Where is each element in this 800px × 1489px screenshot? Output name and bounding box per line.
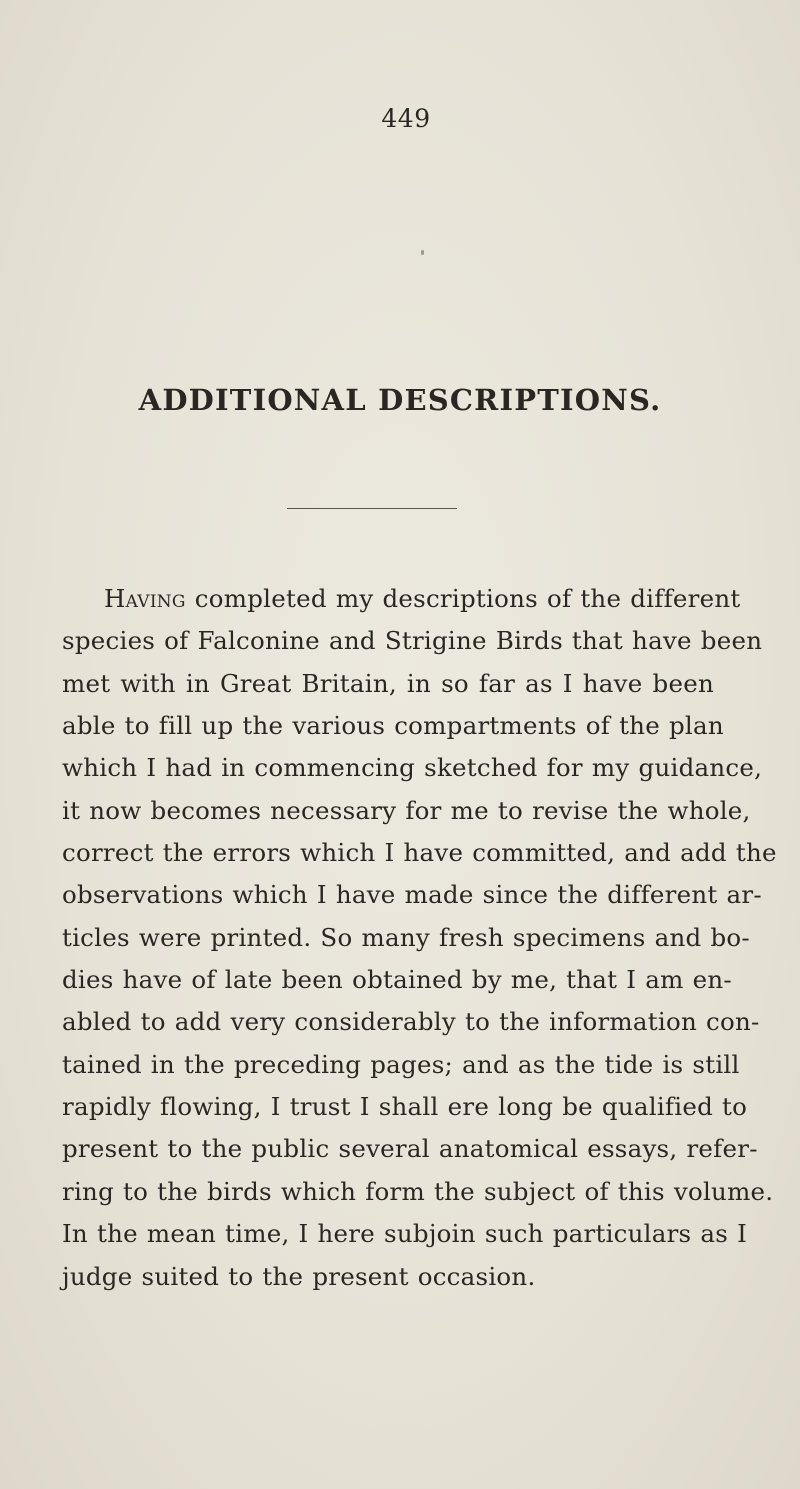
heading-rule bbox=[287, 508, 457, 509]
paragraph-line bbox=[62, 578, 741, 620]
paragraph-line: which I had in commencing sketched for my guidance, bbox=[62, 753, 763, 783]
paragraph-line: rapidly flowing, I trust I shall ere long be qualified to bbox=[62, 1092, 748, 1122]
paragraph-line: tained in the preceding pages; and as the tide is still bbox=[62, 1049, 740, 1079]
paragraph-line: judge suited to the present occasion. bbox=[62, 1261, 536, 1291]
paragraph-line: correct the errors which I have committed, and add the bbox=[62, 838, 777, 868]
paragraph-line: species of Falconine and Strigine Birds that have been bbox=[62, 626, 763, 656]
paragraph-line: In the mean time, I here subjoin such particulars as I bbox=[62, 1219, 748, 1249]
section-heading: ADDITIONAL DESCRIPTIONS. bbox=[138, 383, 662, 417]
paragraph-line: dies have of late been obtained by me, that I am en- bbox=[62, 965, 732, 995]
paragraph-line: it now becomes necessary for me to revise the whole, bbox=[62, 795, 751, 825]
paragraph-line: abled to add very considerably to the information con- bbox=[62, 1007, 760, 1037]
paragraph-line: observations which I have made since the different ar- bbox=[62, 880, 762, 910]
paper-speck bbox=[421, 250, 424, 255]
paragraph-line: met with in Great Britain, in so far as I have been bbox=[62, 668, 714, 698]
paragraph-line: present to the public several anatomical essays, refer- bbox=[62, 1134, 758, 1164]
paragraph-line: ticles were printed. So many fresh specimens and bo- bbox=[62, 922, 750, 952]
body-paragraph bbox=[62, 578, 777, 1298]
drop-word: Having bbox=[104, 584, 186, 613]
paragraph-line: able to fill up the various compartments of the plan bbox=[62, 711, 724, 741]
paragraph-line: ring to the birds which form the subject of this volume. bbox=[62, 1176, 774, 1206]
line-text: completed my descriptions of the different bbox=[194, 584, 741, 613]
page-number: 449 bbox=[381, 104, 431, 133]
